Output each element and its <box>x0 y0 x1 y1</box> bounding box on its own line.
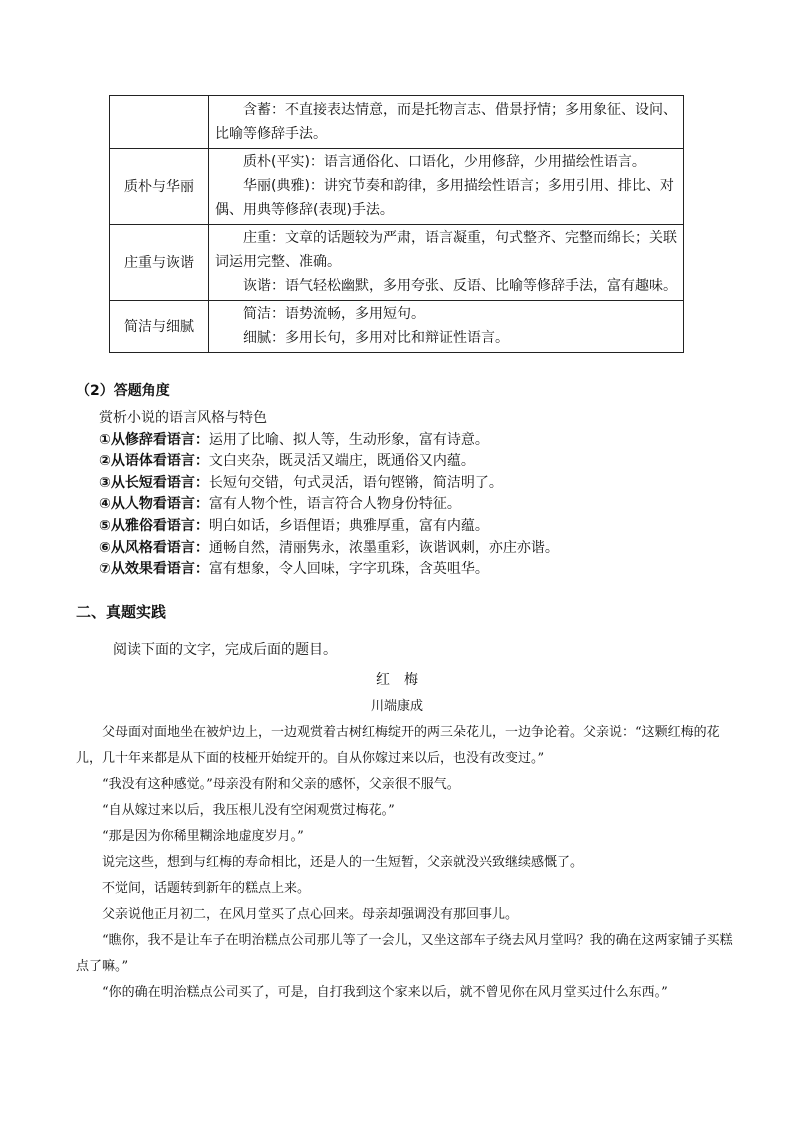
list-item-label: ⑦从效果看语言： <box>99 561 209 578</box>
story-body <box>76 720 736 1006</box>
description-line: 简洁：语势流畅，多用短句。 <box>243 306 425 322</box>
story-paragraph: “自从嫁过来以后，我压根儿没有空闲观赏过梅花。” <box>102 803 395 818</box>
table-description-cell <box>209 301 684 353</box>
story-paragraph: 父母面对面地坐在被炉边上，一边观赏着古树红梅绽开的两三朵花儿，一边争论着。父亲说：“这颗红梅的花儿，几十年来都是从下面的枝桠开始绽开的。自从你嫁过来以后，也没有改变过。” <box>76 725 720 766</box>
list-item-label: ⑥从风格看语言： <box>99 539 209 556</box>
list-item <box>99 494 559 516</box>
description-line: 含蓄：不直接表达情意，而是托物言志、借景抒情；多用象征、设问、 <box>243 101 677 118</box>
story-paragraph: “你的确在明治糕点公司买了，可是，自打我到这个家来以后，就不曾见你在风月堂买过什么东西。” <box>102 985 668 1000</box>
description-line: 质朴(平实)：语言通俗化、口语化，少用修辞，少用描绘性语言。 <box>243 154 646 170</box>
section-heading: （2）答题角度 <box>76 383 170 399</box>
list-item-text: 长短句交错，句式灵活，语句铿锵，简洁明了。 <box>208 474 503 491</box>
table-description-cell <box>209 149 684 225</box>
list-item-text: 文白夹杂，既灵活又端庄，既通俗又内蕴。 <box>208 453 475 470</box>
list-item <box>99 451 559 473</box>
answer-angle-subtitle: 赏析小说的语言风格与特色 <box>99 410 267 426</box>
list-item <box>99 473 559 495</box>
table-description-cell <box>209 225 684 301</box>
table-row <box>110 149 684 225</box>
table-row <box>110 96 684 149</box>
list-item-text: 富有人物个性，语言符合人物身份特征。 <box>208 496 461 513</box>
description-line: 词运用完整、准确。 <box>215 254 341 270</box>
list-item-label: ⑤从雅俗看语言： <box>99 517 209 534</box>
description-line: 细腻：多用长句，多用对比和辩证性语言。 <box>243 330 509 346</box>
table-row <box>110 301 684 353</box>
table-category-cell: 简洁与细腻 <box>110 301 209 353</box>
answer-angle-list <box>99 408 559 581</box>
story-paragraph: “瞧你，我不是让车子在明治糕点公司那儿等了一会儿，又坐这部车子绕去风月堂吗？我的确在这两家铺子买糕点了嘛。” <box>76 933 733 974</box>
list-item-text: 通畅自然，清丽隽永，浓墨重彩，诙谐讽刺，亦庄亦谐。 <box>208 539 559 556</box>
story-paragraph: 不觉间，话题转到新年的糕点上来。 <box>102 881 311 896</box>
reading-instruction: 阅读下面的文字，完成后面的题目。 <box>113 642 337 658</box>
list-item-label: ③从长短看语言： <box>99 474 209 491</box>
list-item <box>99 516 559 538</box>
part-heading: 二、真题实践 <box>76 603 167 621</box>
list-item <box>99 430 559 452</box>
list-item-label: ④从人物看语言： <box>99 496 209 513</box>
story-paragraph: “我没有这种感觉。”母亲没有附和父亲的感怀，父亲很不服气。 <box>102 777 460 792</box>
description-line: 诙谐：语气轻松幽默，多用夸张、反语、比喻等修辞手法，富有趣味。 <box>243 278 677 294</box>
table-description-cell <box>209 96 684 149</box>
description-line: 比喻等修辞手法。 <box>215 125 327 142</box>
story-author: 川端康成 <box>370 699 423 714</box>
description-line: 偶、用典等修辞(表现)手法。 <box>215 202 394 218</box>
list-item-label: ②从语体看语言： <box>99 453 209 470</box>
table-category-cell: 质朴与华丽 <box>110 149 209 225</box>
language-style-table <box>109 95 684 353</box>
list-item-label: ①从修辞看语言： <box>99 431 209 448</box>
story-paragraph: 说完这些，想到与红梅的寿命相比，还是人的一生短暂，父亲就没兴致继续感慨了。 <box>102 855 584 870</box>
description-line: 庄重：文章的话题较为严肃，语言凝重，句式整齐、完整而绵长；关联 <box>243 230 677 246</box>
list-item-text: 富有想象，令人回味，字字玑珠，含英咀华。 <box>208 561 489 578</box>
story-paragraph: 父亲说他正月初二，在风月堂买了点心回来。母亲却强调没有那回事儿。 <box>102 907 519 922</box>
list-item-text: 运用了比喻、拟人等，生动形象，富有诗意。 <box>208 431 489 448</box>
table-row <box>110 225 684 301</box>
story-paragraph: “那是因为你稀里糊涂地虚度岁月。” <box>102 829 304 844</box>
list-item-text: 明白如话，乡语俚语；典雅厚重，富有内蕴。 <box>208 517 489 534</box>
list-item <box>99 538 559 560</box>
story-title: 红梅 <box>376 672 432 688</box>
list-item <box>99 559 559 581</box>
table-category-cell: 庄重与诙谐 <box>110 225 209 301</box>
description-line: 华丽(典雅)：讲究节奏和韵律，多用描绘性语言；多用引用、排比、对 <box>243 178 674 194</box>
table-category-cell <box>110 96 209 149</box>
